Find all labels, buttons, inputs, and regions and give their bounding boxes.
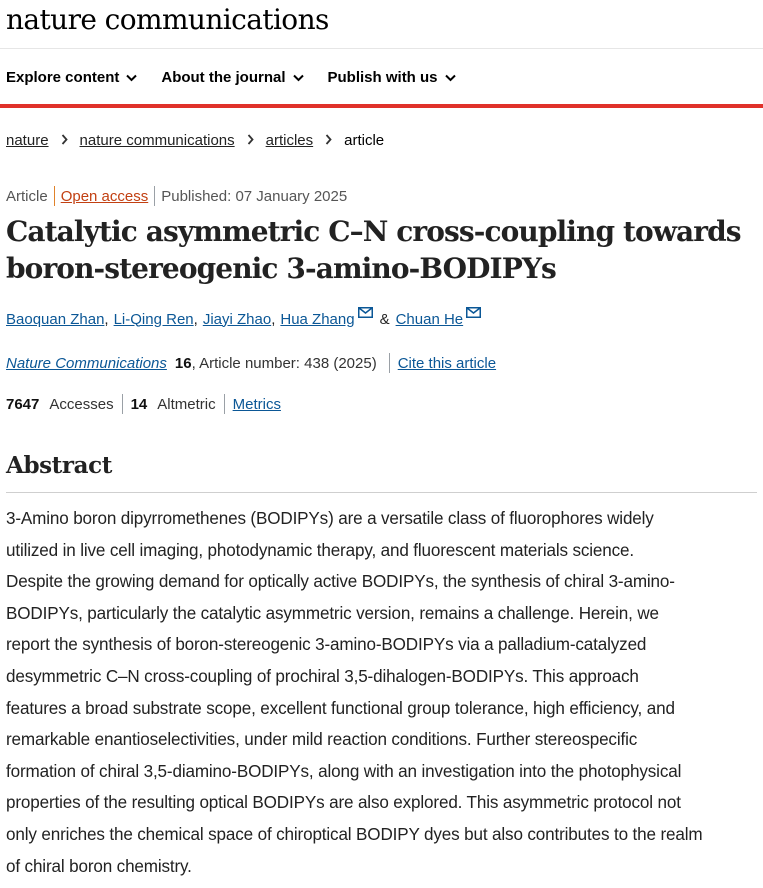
author-list (6, 307, 481, 331)
breadcrumb-articles[interactable]: articles (265, 131, 314, 149)
published-date: Published: 07 January 2025 (161, 187, 348, 205)
abstract-divider (6, 492, 757, 493)
accent-bar (0, 104, 763, 108)
open-access-link[interactable]: Open access (60, 187, 149, 205)
abstract-line: BODIPYs, particularly the catalytic asymmetric version, remains a challenge. Herein, we (6, 603, 659, 623)
chevron-right-icon (61, 132, 68, 149)
cite-this-article-link[interactable]: Cite this article (397, 354, 497, 372)
nav-publish-with-us-label: Publish with us (327, 68, 438, 86)
abstract-line: remarkable enantioselectivities, under mild reaction conditions. Further stereospecific (6, 730, 638, 750)
chevron-down-icon (126, 69, 137, 86)
nav-about-the-journal[interactable] (161, 69, 303, 86)
nav-explore-content-label: Explore content (6, 68, 120, 86)
email-icon[interactable] (358, 305, 373, 322)
header-divider (0, 48, 763, 49)
author-separator: , (271, 310, 276, 328)
email-icon[interactable] (466, 305, 481, 322)
abstract-text (6, 503, 758, 882)
metrics-link[interactable]: Metrics (232, 395, 281, 413)
author-ampersand: & (379, 310, 390, 328)
article-metrics (6, 393, 281, 415)
meta-divider (54, 186, 55, 206)
abstract-line: formation of chiral 3,5-diamino-BODIPYs, along with an investigation into the photophysical (6, 761, 682, 781)
chevron-down-icon (293, 69, 304, 86)
metrics-divider (224, 394, 225, 414)
nav-about-the-journal-label: About the journal (161, 68, 286, 86)
author-link[interactable]: Hua Zhang (280, 310, 355, 328)
article-title-line-1: Catalytic asymmetric C–N cross-coupling towards (6, 215, 741, 248)
abstract-line: of chiral boron chemistry. (6, 856, 192, 876)
author-link[interactable]: Li-Qing Ren (113, 310, 194, 328)
journal-link[interactable]: Nature Communications (6, 354, 167, 372)
author-link[interactable]: Chuan He (395, 310, 464, 328)
abstract-line: 3-Amino boron dipyrromethenes (BODIPYs) are a versatile class of fluorophores widely (6, 509, 654, 528)
abstract-line: properties of the resulting optical BODIPYs are also explored. This asymmetric protocol not (6, 793, 681, 813)
abstract-line: utilized in live cell imaging, photodynamic therapy, and fluorescent materials science. (6, 540, 634, 560)
author-separator: , (193, 310, 198, 328)
abstract-line: report the synthesis of boron-stereogenic 3-amino-BODIPYs via a palladium-catalyzed (6, 635, 647, 655)
accesses-label: Accesses (49, 395, 114, 413)
article-number: , Article number: 438 (2025) (191, 354, 377, 372)
metrics-divider (122, 394, 123, 414)
abstract-line: only enriches the chemical space of chiroptical BODIPY dyes but also contributes to the realm (6, 824, 703, 844)
accesses-count: 7647 (6, 395, 40, 413)
citation-line (6, 352, 496, 374)
chevron-right-icon (325, 132, 332, 149)
main-nav (6, 58, 480, 96)
author-link[interactable]: Baoquan Zhan (6, 310, 105, 328)
altmetric-count: 14 (130, 395, 148, 413)
author-separator: , (104, 310, 109, 328)
nav-explore-content[interactable] (6, 69, 137, 86)
site-logo[interactable]: nature communications (6, 3, 329, 36)
chevron-right-icon (247, 132, 254, 149)
abstract-line: features a broad substrate scope, excellent functional group tolerance, high efficiency, and (6, 698, 675, 718)
breadcrumb (6, 129, 384, 151)
article-title-line-2: boron-stereogenic 3-amino-BODIPYs (6, 252, 556, 285)
article-type: Article (6, 187, 48, 205)
article-meta (6, 185, 347, 207)
abstract-heading: Abstract (6, 452, 112, 479)
breadcrumb-nature[interactable]: nature (6, 131, 49, 149)
meta-divider (154, 186, 155, 206)
abstract-line: Despite the growing demand for optically active BODIPYs, the synthesis of chiral 3-amino- (6, 572, 675, 592)
altmetric-label: Altmetric (157, 395, 216, 413)
breadcrumb-current: article (344, 131, 385, 149)
nav-publish-with-us[interactable] (328, 69, 456, 86)
abstract-line: desymmetric C–N cross-coupling of prochiral 3,5-dihalogen-BODIPYs. This approach (6, 666, 639, 686)
article-title (6, 213, 746, 287)
author-link[interactable]: Jiayi Zhao (202, 310, 272, 328)
breadcrumb-nature-communications[interactable]: nature communications (79, 131, 235, 149)
journal-volume: 16 (174, 354, 192, 372)
chevron-down-icon (445, 69, 456, 86)
citation-divider (389, 353, 390, 373)
